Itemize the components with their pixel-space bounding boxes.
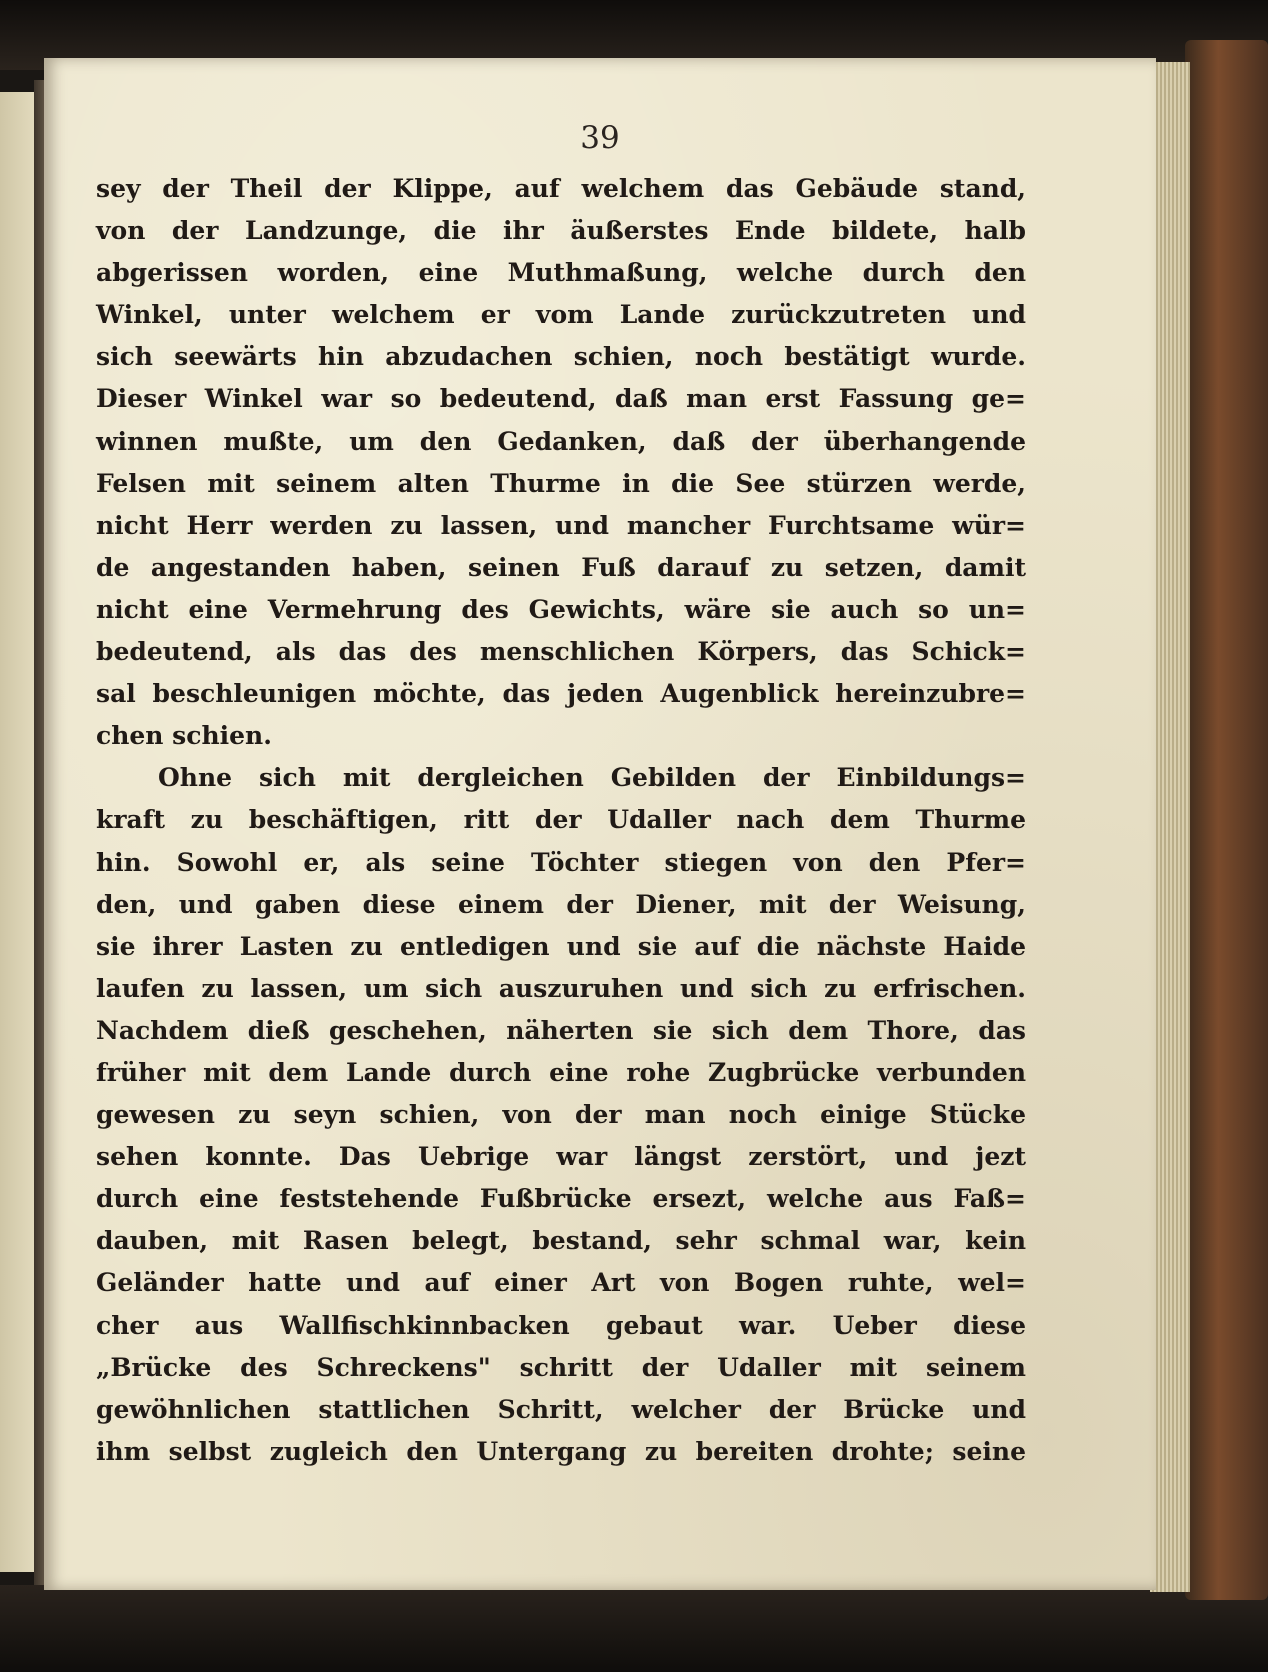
text-line: sich seewärts hin abzudachen schien, noch bestätigt wurde. (96, 342, 1026, 372)
book-cover-edge (1185, 40, 1268, 1600)
text-line: Dieser Winkel war so bedeutend, daß man erst Fassung ge= (96, 384, 1026, 414)
text-line: durch eine feststehende Fußbrücke ersezt, welche aus Faß= (96, 1184, 1026, 1214)
page-stack-edge (1150, 62, 1190, 1592)
text-line: Ohne sich mit dergleichen Gebilden der Einbildungs= (158, 763, 1026, 793)
text-line: von der Landzunge, die ihr äußerstes Ende bildete, halb (96, 216, 1026, 246)
text-line: sehen konnte. Das Uebrige war längst zerstört, und jezt (96, 1142, 1026, 1172)
text-line: „Brücke des Schreckens" schritt der Udaller mit seinem (96, 1352, 1026, 1382)
text-line: gewesen zu seyn schien, von der man noch einige Stücke (96, 1100, 1026, 1130)
text-line: nicht Herr werden zu lassen, und mancher Furchtsame wür= (96, 510, 1026, 540)
text-line: de angestanden haben, seinen Fuß darauf zu setzen, damit (96, 552, 1026, 582)
text-line: winnen mußte, um den Gedanken, daß der überhangende (96, 426, 1026, 456)
book-page (44, 58, 1156, 1590)
text-line: sal beschleunigen möchte, das jeden Augenblick hereinzubre= (96, 679, 1026, 709)
text-line: Winkel, unter welchem er vom Lande zurückzutreten und (96, 300, 1026, 330)
body-text (96, 168, 1026, 1473)
text-line: kraft zu beschäftigen, ritt der Udaller nach dem Thurme (96, 805, 1026, 835)
text-line: Geländer hatte und auf einer Art von Bogen ruhte, wel= (96, 1268, 1026, 1298)
text-line: laufen zu lassen, um sich auszuruhen und sich zu erfrischen. (96, 973, 1026, 1003)
page-number: 39 (580, 120, 620, 156)
text-line: abgerissen worden, eine Muthmaßung, welche durch den (96, 258, 1026, 288)
text-line: sie ihrer Lasten zu entledigen und sie auf die nächste Haide (96, 931, 1026, 961)
text-line: ihm selbst zugleich den Untergang zu bereiten drohte; seine (96, 1436, 1026, 1466)
text-line: früher mit dem Lande durch eine rohe Zugbrücke verbunden (96, 1057, 1026, 1087)
text-line: bedeutend, als das des menschlichen Körpers, das Schick= (96, 637, 1026, 667)
text-line: sey der Theil der Klippe, auf welchem das Gebäude stand, (96, 174, 1026, 203)
text-line: nicht eine Vermehrung des Gewichts, wäre sie auch so un= (96, 594, 1026, 624)
scan-background-bottom (0, 1585, 1268, 1672)
text-line: chen schien. (96, 721, 272, 751)
text-line: cher aus Wallfischkinnbacken gebaut war. Ueber diese (96, 1310, 1026, 1340)
text-line: Felsen mit seinem alten Thurme in die See stürzen werde, (96, 468, 1026, 498)
text-line: den, und gaben diese einem der Diener, mit der Weisung, (96, 889, 1026, 919)
facing-page-edge (0, 92, 38, 1572)
text-line: dauben, mit Rasen belegt, bestand, sehr schmal war, kein (96, 1226, 1026, 1256)
text-line: hin. Sowohl er, als seine Töchter stiegen von den Pfer= (96, 847, 1026, 877)
text-line: gewöhnlichen stattlichen Schritt, welcher der Brücke und (96, 1394, 1026, 1424)
text-line: Nachdem dieß geschehen, näherten sie sich dem Thore, das (96, 1015, 1026, 1045)
